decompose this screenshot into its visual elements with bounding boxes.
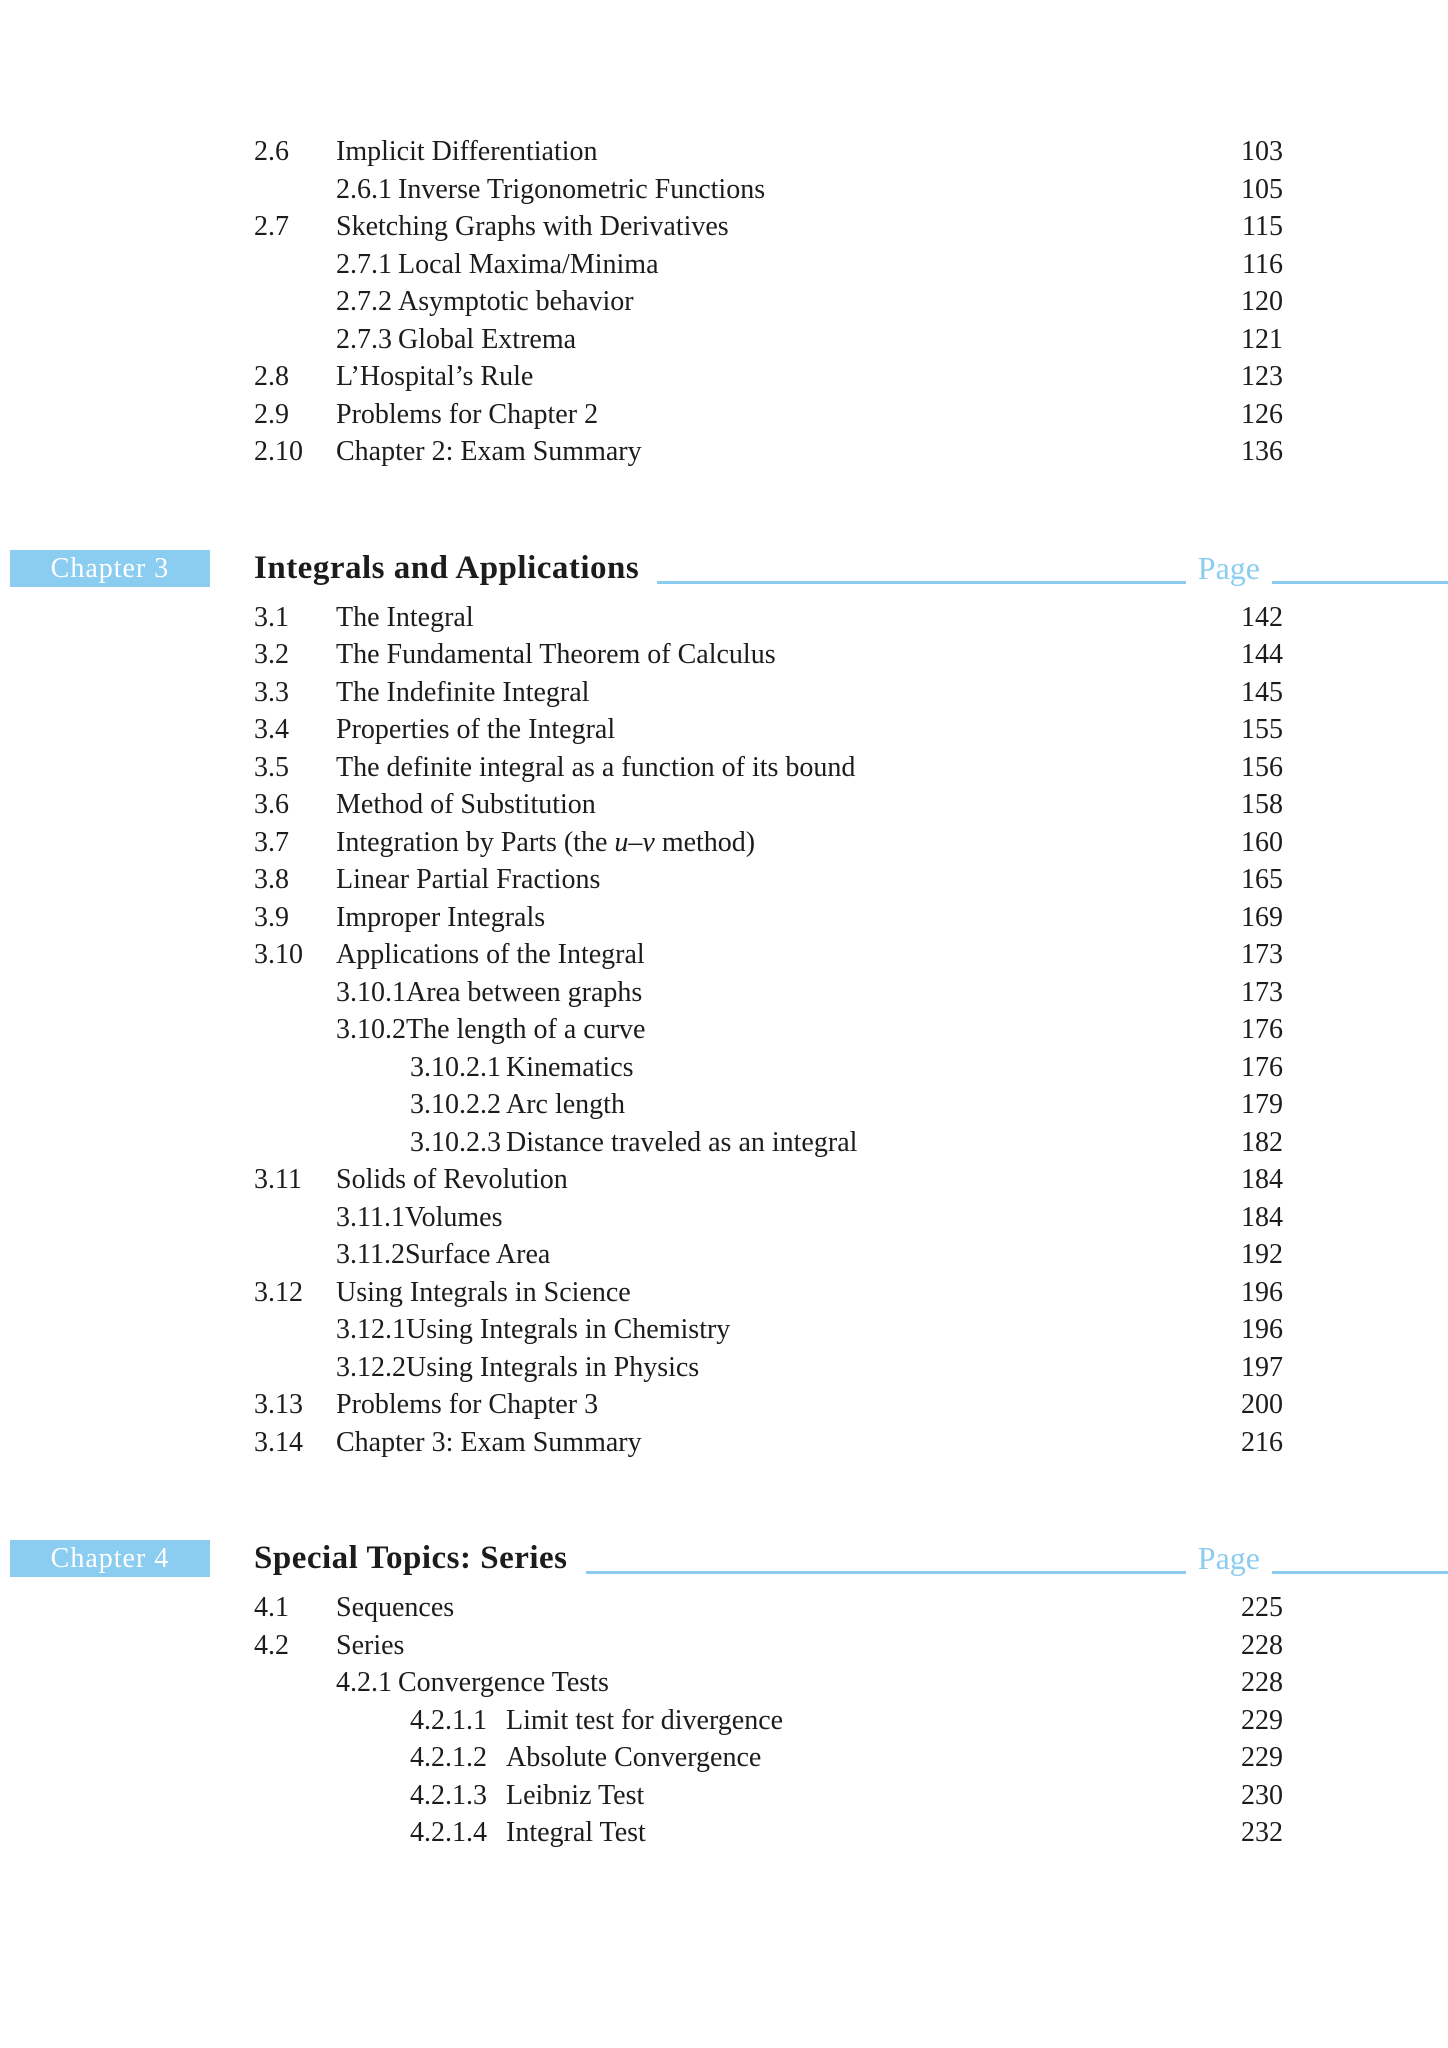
toc-entry[interactable] bbox=[254, 1627, 1283, 1665]
entry-page: 169 bbox=[1241, 901, 1283, 933]
entry-page: 105 bbox=[1241, 173, 1283, 205]
entry-page: 176 bbox=[1241, 1051, 1283, 1083]
toc-entry[interactable] bbox=[254, 1386, 1283, 1424]
entry-title: Chapter 3: Exam Summary bbox=[336, 1426, 642, 1458]
entry-number: 3.6 bbox=[254, 789, 289, 820]
toc-entry[interactable] bbox=[254, 974, 1283, 1012]
toc-entry[interactable] bbox=[254, 1777, 1283, 1815]
entry-page: 228 bbox=[1241, 1667, 1283, 1698]
entry-title: L’Hospital’s Rule bbox=[336, 361, 534, 392]
toc-entry[interactable] bbox=[254, 824, 1283, 862]
entry-title: Inverse Trigonometric Functions bbox=[398, 173, 766, 205]
entry-page: 192 bbox=[1241, 1239, 1283, 1270]
entry-title: Surface Area bbox=[404, 1239, 551, 1270]
entry-page: 184 bbox=[1241, 1201, 1283, 1233]
entry-number: 3.3 bbox=[254, 676, 289, 708]
toc-entry[interactable] bbox=[254, 1424, 1283, 1462]
entry-page: 115 bbox=[1242, 211, 1283, 242]
entry-page: 229 bbox=[1241, 1742, 1283, 1773]
entry-page: 179 bbox=[1241, 1089, 1283, 1120]
entry-title: Local Maxima/Minima bbox=[398, 248, 659, 280]
toc-entry[interactable] bbox=[254, 749, 1283, 787]
toc-entry[interactable] bbox=[254, 1702, 1283, 1740]
entry-title: Convergence Tests bbox=[398, 1667, 609, 1698]
entry-title: Sketching Graphs with Derivatives bbox=[336, 211, 729, 242]
chapter-header bbox=[254, 543, 1448, 593]
entry-page: 229 bbox=[1241, 1704, 1283, 1736]
entry-page: 156 bbox=[1241, 751, 1283, 783]
entry-number: 2.8 bbox=[254, 361, 289, 392]
entry-number: 3.10.1 bbox=[336, 976, 406, 1008]
toc-entry[interactable] bbox=[254, 1664, 1283, 1702]
toc-entry[interactable] bbox=[254, 1349, 1283, 1387]
entry-number: 3.10.2.2 bbox=[410, 1089, 501, 1120]
chapter-badge: Chapter 3 bbox=[10, 550, 210, 587]
entry-page: 176 bbox=[1241, 1014, 1283, 1045]
entry-title: Sequences bbox=[336, 1592, 455, 1623]
entry-number: 3.1 bbox=[254, 601, 289, 633]
toc-entry[interactable] bbox=[254, 396, 1283, 434]
entry-title: Limit test for divergence bbox=[506, 1704, 784, 1736]
page-rule-left bbox=[657, 581, 1186, 584]
entry-title: The length of a curve bbox=[406, 1014, 646, 1045]
entry-number: 3.8 bbox=[254, 864, 289, 895]
toc-entry[interactable] bbox=[254, 1049, 1283, 1087]
page-column-label: Page bbox=[1197, 549, 1260, 586]
toc-entry[interactable] bbox=[254, 899, 1283, 937]
entry-page: 123 bbox=[1241, 361, 1283, 392]
toc-entry[interactable] bbox=[254, 1011, 1283, 1049]
chapter-block bbox=[0, 1533, 1448, 1852]
entry-title: The Indefinite Integral bbox=[336, 676, 590, 708]
toc-entry[interactable] bbox=[254, 1199, 1283, 1237]
entry-title: Absolute Convergence bbox=[506, 1742, 762, 1773]
entry-number: 3.12.1 bbox=[336, 1314, 406, 1345]
entry-title: Using Integrals in Physics bbox=[406, 1351, 700, 1383]
page-column-label: Page bbox=[1197, 1540, 1260, 1576]
entry-number: 3.12.2 bbox=[336, 1351, 406, 1383]
entry-number: 3.9 bbox=[254, 901, 289, 933]
toc-entry[interactable] bbox=[254, 1311, 1283, 1349]
toc-entry[interactable] bbox=[254, 1589, 1283, 1627]
entry-title: Using Integrals in Science bbox=[336, 1276, 631, 1308]
entry-number: 3.11.1 bbox=[336, 1201, 405, 1233]
entry-page: 196 bbox=[1241, 1314, 1283, 1345]
entry-title: The Fundamental Theorem of Calculus bbox=[336, 639, 776, 670]
chapter-title: Integrals and Applications bbox=[254, 549, 640, 586]
entry-page: 173 bbox=[1241, 939, 1283, 970]
entry-title: Applications of the Integral bbox=[336, 939, 645, 970]
chapter-entries bbox=[254, 599, 1283, 1462]
entry-number: 4.2.1.2 bbox=[410, 1742, 487, 1773]
toc-continuation bbox=[0, 133, 1448, 471]
entry-title: Leibniz Test bbox=[506, 1779, 645, 1811]
entry-number: 2.9 bbox=[254, 398, 289, 430]
chapter-badge: Chapter 4 bbox=[10, 1540, 210, 1577]
entry-title: Using Integrals in Chemistry bbox=[406, 1314, 731, 1345]
entry-title: Method of Substitution bbox=[336, 789, 596, 820]
page-rule-left bbox=[586, 1571, 1186, 1574]
toc-entry[interactable] bbox=[254, 1086, 1283, 1124]
entry-title: Integral Test bbox=[506, 1817, 646, 1848]
entry-number: 2.6.1 bbox=[336, 173, 392, 205]
entry-page: 184 bbox=[1241, 1164, 1283, 1195]
entry-title: Global Extrema bbox=[398, 323, 577, 355]
toc-entry[interactable] bbox=[254, 1161, 1283, 1199]
toc-entry[interactable] bbox=[254, 786, 1283, 824]
entry-page: 120 bbox=[1241, 286, 1283, 317]
toc-entry[interactable] bbox=[254, 936, 1283, 974]
toc-entry[interactable] bbox=[254, 674, 1283, 712]
entry-page: 158 bbox=[1241, 789, 1283, 820]
chapter-block bbox=[0, 543, 1448, 1462]
entry-title: Distance traveled as an integral bbox=[506, 1126, 858, 1158]
toc-entry[interactable] bbox=[254, 283, 1283, 321]
chapter-header bbox=[254, 1533, 1448, 1583]
toc-entry[interactable] bbox=[254, 636, 1283, 674]
toc-continuation-entries bbox=[254, 133, 1283, 471]
entry-page: 225 bbox=[1241, 1592, 1283, 1623]
entry-number: 3.5 bbox=[254, 751, 289, 783]
entry-number: 2.7 bbox=[254, 211, 289, 242]
toc-entry[interactable] bbox=[254, 711, 1283, 749]
entry-page: 165 bbox=[1241, 864, 1283, 895]
entry-title: Asymptotic behavior bbox=[398, 286, 634, 317]
chapter-title: Special Topics: Series bbox=[254, 1540, 568, 1576]
entry-page: 144 bbox=[1241, 639, 1283, 670]
entry-title: Kinematics bbox=[506, 1051, 634, 1083]
entry-number: 4.1 bbox=[254, 1592, 289, 1623]
entry-number: 4.2.1.1 bbox=[410, 1704, 487, 1736]
chapter-entries bbox=[254, 1589, 1283, 1852]
entry-page: 228 bbox=[1241, 1629, 1283, 1661]
toc-entry[interactable] bbox=[254, 1739, 1283, 1777]
entry-title: Area between graphs bbox=[406, 976, 643, 1008]
entry-page: 216 bbox=[1241, 1426, 1283, 1458]
entry-title: Arc length bbox=[506, 1089, 625, 1120]
entry-number: 3.10 bbox=[254, 939, 303, 970]
entry-number: 3.14 bbox=[254, 1426, 303, 1458]
toc-entry[interactable] bbox=[254, 433, 1283, 471]
entry-title: Chapter 2: Exam Summary bbox=[336, 436, 642, 467]
entry-title: Series bbox=[336, 1629, 405, 1661]
entry-title: Problems for Chapter 3 bbox=[336, 1389, 599, 1420]
entry-title: Solids of Revolution bbox=[336, 1164, 568, 1195]
toc-entry[interactable] bbox=[254, 133, 1283, 171]
entry-number: 4.2.1.3 bbox=[410, 1779, 487, 1811]
entry-number: 2.6 bbox=[254, 136, 289, 167]
entry-number: 3.2 bbox=[254, 639, 289, 670]
entry-title: Integration by Parts (the u–v method) bbox=[336, 826, 756, 858]
entry-number: 2.7.3 bbox=[336, 323, 392, 355]
page-rule-right bbox=[1272, 581, 1448, 584]
entry-title: Linear Partial Fractions bbox=[336, 864, 601, 895]
toc-entry[interactable] bbox=[254, 1236, 1283, 1274]
math-italic: u–v bbox=[614, 826, 655, 858]
toc-entry[interactable] bbox=[254, 1814, 1283, 1852]
entry-number: 3.13 bbox=[254, 1389, 303, 1420]
entry-page: 155 bbox=[1241, 714, 1283, 745]
entry-page: 121 bbox=[1241, 323, 1283, 355]
page-rule-right bbox=[1272, 1571, 1448, 1574]
toc-entry[interactable] bbox=[254, 321, 1283, 359]
entry-title: Volumes bbox=[404, 1201, 503, 1233]
entry-page: 200 bbox=[1241, 1389, 1283, 1420]
entry-number: 3.10.2 bbox=[336, 1014, 406, 1045]
entry-number: 3.10.2.3 bbox=[410, 1126, 501, 1158]
entry-page: 230 bbox=[1241, 1779, 1283, 1811]
entry-number: 3.7 bbox=[254, 826, 289, 858]
entry-number: 3.12 bbox=[254, 1276, 303, 1308]
toc-entry[interactable] bbox=[254, 246, 1283, 284]
toc-entry[interactable] bbox=[254, 1274, 1283, 1312]
entry-page: 182 bbox=[1241, 1126, 1283, 1158]
entry-page: 103 bbox=[1241, 136, 1283, 167]
entry-number: 2.10 bbox=[254, 436, 303, 467]
entry-number: 4.2.1 bbox=[336, 1667, 392, 1698]
entry-number: 3.4 bbox=[254, 714, 289, 745]
toc-entry[interactable] bbox=[254, 358, 1283, 396]
entry-number: 4.2 bbox=[254, 1629, 289, 1661]
toc-entry[interactable] bbox=[254, 171, 1283, 209]
entry-number: 3.10.2.1 bbox=[410, 1051, 501, 1083]
entry-page: 197 bbox=[1241, 1351, 1283, 1383]
entry-page: 196 bbox=[1241, 1276, 1283, 1308]
toc-entry[interactable] bbox=[254, 861, 1283, 899]
entry-number: 2.7.1 bbox=[336, 248, 392, 280]
entry-title: Improper Integrals bbox=[336, 901, 546, 933]
entry-number: 3.11 bbox=[254, 1164, 302, 1195]
entry-number: 2.7.2 bbox=[336, 286, 392, 317]
toc-entry[interactable] bbox=[254, 208, 1283, 246]
entry-page: 173 bbox=[1241, 976, 1283, 1008]
toc-entry[interactable] bbox=[254, 599, 1283, 637]
entry-page: 116 bbox=[1242, 248, 1283, 280]
entry-number: 4.2.1.4 bbox=[410, 1817, 487, 1848]
entry-title: Implicit Differentiation bbox=[336, 136, 598, 167]
entry-page: 145 bbox=[1241, 676, 1283, 708]
entry-page: 160 bbox=[1241, 826, 1283, 858]
entry-title: Problems for Chapter 2 bbox=[336, 398, 599, 430]
entry-page: 232 bbox=[1241, 1817, 1283, 1848]
entry-number: 3.11.2 bbox=[336, 1239, 405, 1270]
entry-title: The definite integral as a function of its bound bbox=[336, 751, 856, 783]
entry-page: 136 bbox=[1241, 436, 1283, 467]
entry-page: 142 bbox=[1241, 601, 1283, 633]
entry-title: The Integral bbox=[336, 601, 474, 633]
toc-entry[interactable] bbox=[254, 1124, 1283, 1162]
entry-page: 126 bbox=[1241, 398, 1283, 430]
entry-title: Properties of the Integral bbox=[336, 714, 616, 745]
